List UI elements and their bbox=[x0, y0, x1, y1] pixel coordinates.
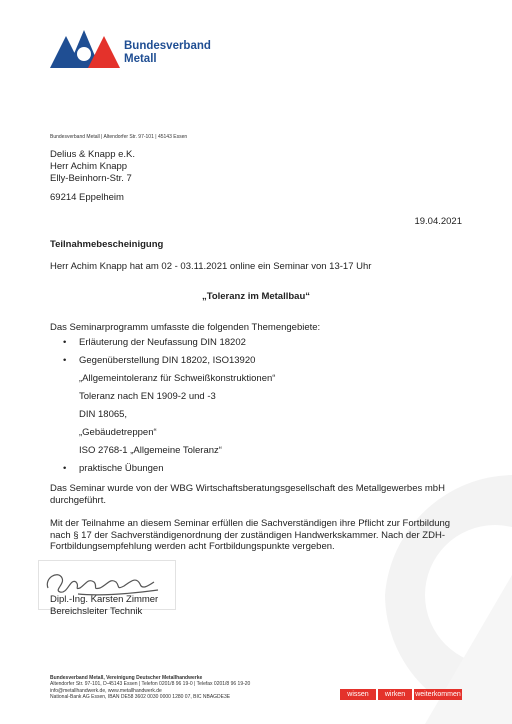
topic-text: Erläuterung der Neufassung DIN 18202 bbox=[79, 337, 246, 348]
slogan-weiterkommen: weiterkommen bbox=[415, 691, 461, 698]
program-intro: Das Seminarprogramm umfasste die folgenden Themengebiete: bbox=[50, 322, 321, 333]
brand-name-line2: Metall bbox=[124, 53, 157, 65]
bullet-icon: • bbox=[63, 337, 67, 348]
footer-address: Altendorfer Str. 97-101, D-45143 Essen | Telefon 0201/8 96 19-0 | Telefax 0201/8 96 19-20 bbox=[50, 681, 251, 688]
seminar-title: „Toleranz im Metallbau“ bbox=[201, 291, 311, 302]
footer-web: info@metallhandwerk.de, www.metallhandwerk.de bbox=[50, 687, 162, 694]
topic-subline: „Allgemeintoleranz für Schweißkonstruktionen“ bbox=[79, 373, 276, 384]
signatory-name: Dipl.-Ing. Karsten Zimmer bbox=[50, 594, 159, 605]
bundesverband-logo bbox=[50, 30, 120, 68]
letter-date: 19.04.2021 bbox=[414, 216, 462, 227]
sender-line: Bundesverband Metall | Altendorfer Str. 97-101 | 45143 Essen bbox=[50, 134, 188, 140]
brand-name bbox=[124, 40, 211, 66]
letter-subject: Teilnahmebescheinigung bbox=[50, 239, 164, 250]
topic-text: praktische Übungen bbox=[79, 463, 164, 474]
bullet-icon: • bbox=[63, 355, 67, 366]
footer-bank: National-Bank AG Essen, IBAN DE58 3602 0030 0000 1280 07, BIC NBAGDE3E bbox=[50, 693, 231, 700]
list-item bbox=[50, 355, 275, 457]
signatory bbox=[50, 594, 158, 617]
slogan-bar bbox=[340, 689, 462, 700]
bullet-icon: • bbox=[63, 463, 67, 474]
recipient-company: Delius & Knapp e.K. bbox=[50, 149, 136, 160]
list-item bbox=[50, 337, 275, 349]
topic-subline: DIN 18065, bbox=[79, 409, 128, 420]
recipient-street: Elly-Beinhorn-Str. 7 bbox=[50, 173, 132, 184]
list-item bbox=[50, 463, 275, 475]
topic-list bbox=[50, 337, 275, 481]
paragraph-certification: Mit der Teilnahme an diesem Seminar erfüllen die Sachverständigen ihre Pflicht zur Fortbildung nach § 17 der Sachverständigenordnung der zuständigen Handwerkskammer. Nach der ZDH-Fortbildungsempfehlung werden acht Fortbildungspunkte vergeben. bbox=[50, 518, 451, 552]
recipient-zip-city: 69214 Eppelheim bbox=[50, 192, 124, 203]
topic-subline: „Gebäudetreppen“ bbox=[79, 427, 157, 438]
recipient-address bbox=[50, 149, 135, 185]
brand-name-line1: Bundesverband bbox=[124, 40, 211, 52]
topic-subline: Toleranz nach EN 1909-2 und -3 bbox=[79, 391, 216, 402]
signatory-role: Bereichsleiter Technik bbox=[50, 605, 143, 617]
topic-text: Gegenüberstellung DIN 18202, ISO13920 bbox=[79, 355, 256, 366]
recipient-person: Herr Achim Knapp bbox=[50, 161, 128, 172]
topic-subline: ISO 2768-1 „Allgemeine Toleranz“ bbox=[79, 445, 222, 456]
paragraph-organizer: Das Seminar wurde von der WBG Wirtschaftsberatungsgesellschaft des Metallgewerbes mbH durchgeführt. bbox=[50, 483, 445, 506]
footer bbox=[50, 675, 250, 700]
footer-org: Bundesverband Metall, Vereinigung Deutscher Metallhandwerke bbox=[50, 675, 203, 681]
slogan-wissen: wissen bbox=[340, 689, 376, 700]
slogan-wirken: wirken bbox=[378, 689, 412, 700]
intro-text: Herr Achim Knapp hat am 02 - 03.11.2021 online ein Seminar von 13-17 Uhr bbox=[50, 261, 372, 272]
